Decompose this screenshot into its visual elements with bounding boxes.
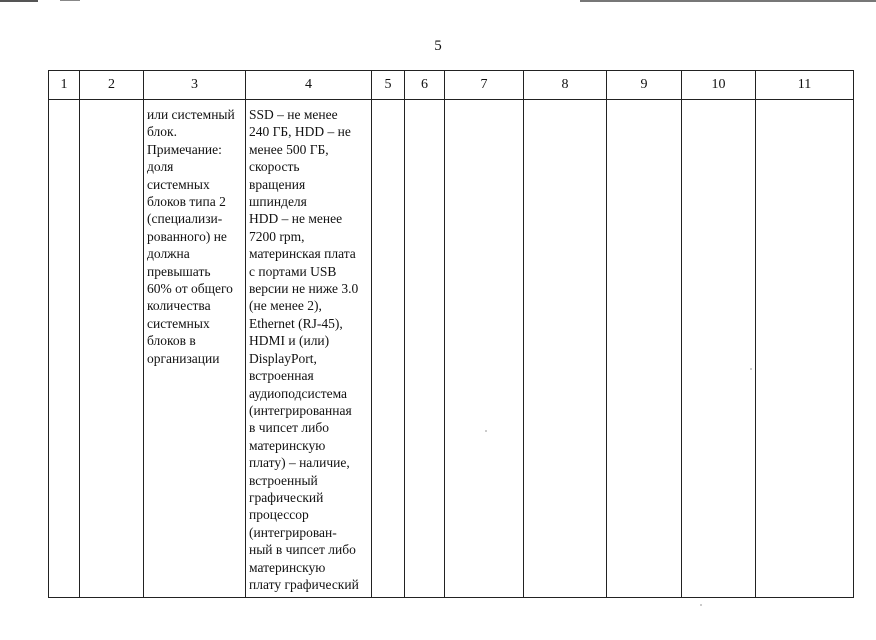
cell-col-10: [682, 100, 756, 598]
item-specification: SSD – не менее 240 ГБ, HDD – не менее 500 ГБ, скорость вращения шпинделя HDD – не менее 7200 rpm, материнская плата с портами USB версии не ниже 3.0 (не менее 2), Ethernet (RJ-45), HDMI и (или) DisplayPort, встроенная аудиоподсистема (интегрированная в чипсет либо материнскую плату) – наличие, встроенный графический процессор (интегрирован- ный в чипсет либо материнскую плату графический: [249, 107, 359, 592]
table-row: [49, 100, 854, 598]
scan-edge-artifact: [0, 0, 876, 3]
scan-speck: [750, 368, 752, 370]
column-header-3: 3: [144, 71, 246, 100]
scan-speck: [700, 604, 702, 606]
specification-table: [48, 70, 854, 598]
column-header-4: 4: [246, 71, 372, 100]
column-header-10: 10: [682, 71, 756, 100]
column-header-7: 7: [445, 71, 524, 100]
column-header-2: 2: [80, 71, 144, 100]
cell-col-8: [524, 100, 607, 598]
column-header-5: 5: [372, 71, 405, 100]
scan-speck: [485, 430, 487, 432]
cell-col-3: [144, 100, 246, 598]
column-header-11: 11: [756, 71, 854, 100]
page-number: 5: [434, 38, 442, 54]
cell-col-5: [372, 100, 405, 598]
item-description: или системный блок. Примечание: доля системных блоков типа 2 (специализи- рованного) не должна превышать 60% от общего количества системных блоков в организации: [147, 107, 235, 366]
cell-col-9: [607, 100, 682, 598]
column-header-8: 8: [524, 71, 607, 100]
cell-col-11: [756, 100, 854, 598]
cell-col-4: [246, 100, 372, 598]
cell-col-6: [405, 100, 445, 598]
header-row: [49, 71, 854, 100]
column-header-6: 6: [405, 71, 445, 100]
column-header-1: 1: [49, 71, 80, 100]
column-header-9: 9: [607, 71, 682, 100]
cell-col-2: [80, 100, 144, 598]
cell-col-1: [49, 100, 80, 598]
cell-col-7: [445, 100, 524, 598]
